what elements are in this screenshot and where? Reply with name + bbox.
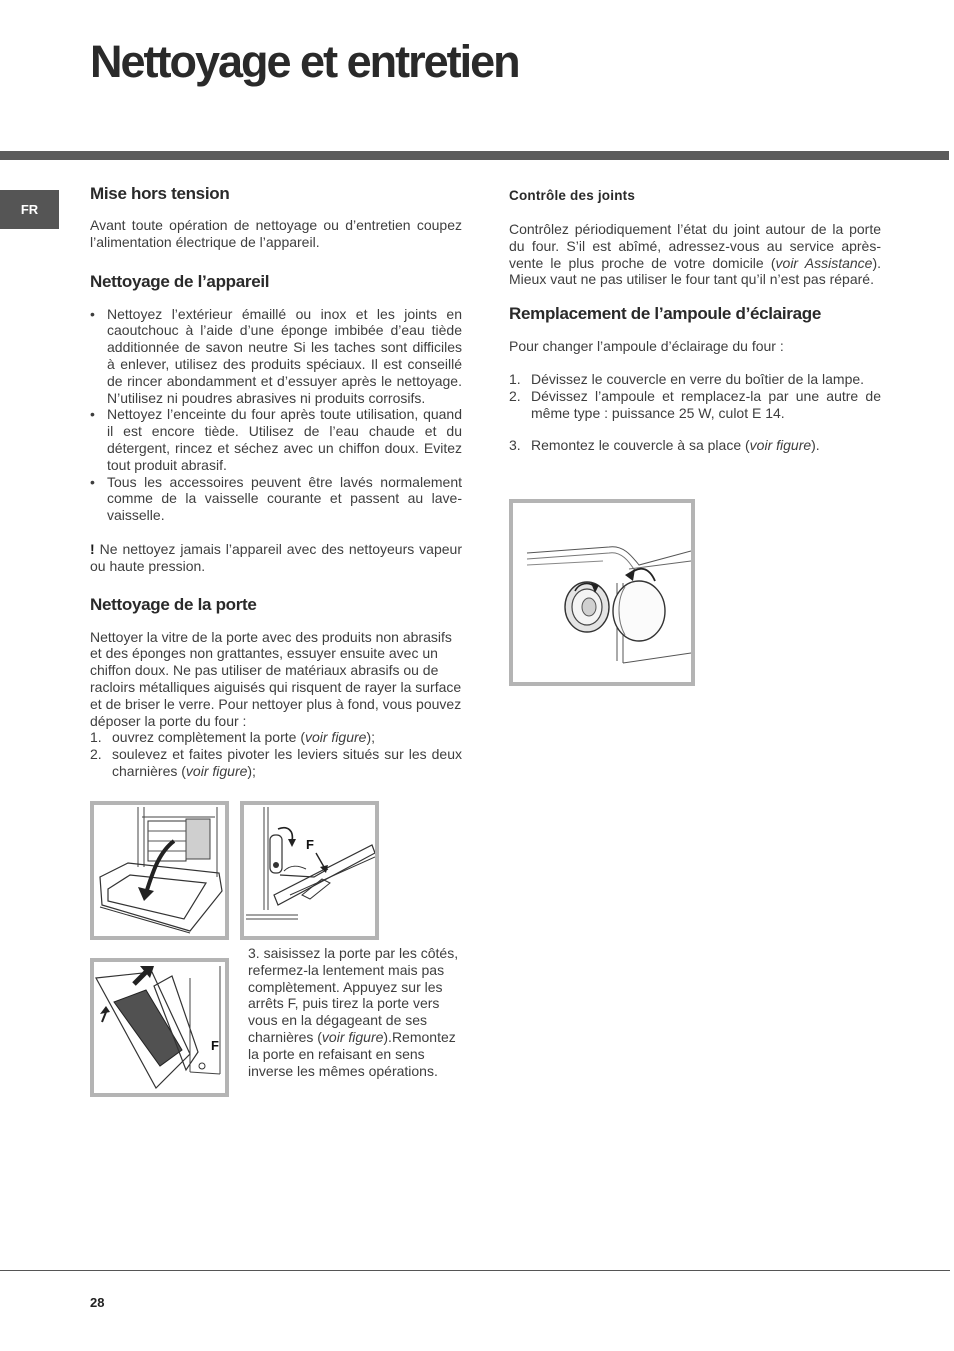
step-number: 2.	[509, 387, 521, 404]
stop-label-f: F	[211, 1038, 219, 1053]
heading-nettoyage-porte: Nettoyage de la porte	[90, 594, 257, 614]
figure-open-door	[90, 801, 229, 940]
step-text: ouvrez complètement la porte (	[112, 729, 305, 746]
figure-door-removal	[90, 958, 229, 1097]
paragraph-text-end: ). Mieux vaut ne pas utiliser le four tant qu’il n’est pas réparé.	[509, 254, 881, 288]
step-number: 3.	[509, 437, 521, 454]
list-item	[90, 729, 462, 746]
bulb-steps-list	[509, 371, 881, 454]
door-step-3	[248, 945, 462, 1079]
paragraph-text: Contrôlez périodiquement l’état du joint autour de la porte du four. S’il est abîmé, adressez-vous au service après-vente le plus proche de votre domicile (	[509, 221, 881, 271]
warning-mark: !	[90, 540, 95, 557]
step-text: soulevez et faites pivoter les leviers situés sur les deux charnières (	[112, 746, 462, 779]
heading-remplacement-ampoule: Remplacement de l’ampoule d’éclairage	[509, 304, 822, 324]
hinge-lever-illustration	[244, 805, 375, 936]
list-item: • Tous les accessoires peuvent être lavés normalement comme de la vaisselle courante et passent au lave-vaisselle.	[90, 474, 462, 524]
list-item: • Nettoyez l’enceinte du four après toute utilisation, quand il est encore tiède. Utilisez de l’eau chaude et du détergent, rincez et séchez avec un chiffon doux. Evitez tout produit abrasif.	[90, 406, 462, 473]
step-number: 1.	[90, 729, 102, 746]
step-text-end: ).	[811, 437, 820, 454]
oven-lamp-illustration	[513, 503, 691, 682]
paragraph-controle-joints	[509, 221, 881, 288]
page-number: 28	[90, 1295, 105, 1310]
paragraph-ampoule-intro: Pour changer l’ampoule d’éclairage du four :	[509, 338, 784, 355]
paragraph-door-intro: Nettoyer la vitre de la porte avec des produits non abrasifs et des éponges non grattantes, essuyer ensuite avec un chiffon doux. Ne pas utiliser de matériaux abrasifs ou de racloirs métalliques aiguisés qui risquent de rayer la surface et de briser le verre. Pour nettoyer plus à fond, vous pouvez déposer la porte du four :	[90, 628, 462, 729]
figure-reference: voir figure	[749, 437, 812, 454]
step-text-end: );	[247, 762, 256, 779]
figure-reference: voir figure	[321, 1028, 384, 1045]
list-item	[509, 388, 881, 422]
page-title: Nettoyage et entretien	[90, 36, 519, 87]
language-tab: FR	[0, 190, 59, 229]
figure-reference: voir figure	[185, 762, 248, 779]
step-text: 3. saisissez la porte par les côtés, refermez-la lentement mais pas complètement. Appuyez sur les arrêts F, puis tirez la porte vers vous en la dégageant de ses charnières (	[248, 945, 459, 1045]
step-text: Dévissez le couvercle en verre du boîtier de la lampe.	[531, 370, 865, 387]
step-text-end: ).Remontez la porte en refaisant en sens inverse les mêmes opérations.	[248, 1028, 456, 1079]
figure-hinge-lever	[240, 801, 379, 940]
door-removal-illustration	[94, 962, 225, 1093]
list-item: • Nettoyez l’extérieur émaillé ou inox et les joints en caoutchouc à l’aide d’une éponge imbibée d’eau tiède additionnée de savon neutre Si les taches sont difficiles à enlever, utilisez des produits spéciaux. Il est conseillé de rincer abondamment et d’essuyer après le nettoyage. N’utilisez ni poudres abrasives ni produits corrosifs.	[90, 306, 462, 407]
right-column	[509, 184, 881, 454]
left-column	[90, 184, 462, 780]
step-text: Dévissez l’ampoule et remplacez-la par une autre de même type : puissance 25 W, culot E 14.	[531, 387, 881, 421]
stop-label-f: F	[306, 837, 314, 852]
heading-nettoyage-appareil: Nettoyage de l’appareil	[90, 271, 270, 291]
paragraph-mise-hors-tension: Avant toute opération de nettoyage ou d’entretien coupez l’alimentation électrique de l’appareil.	[90, 217, 462, 250]
step-text: Remontez le couvercle à sa place (	[531, 437, 750, 454]
figure-oven-lamp	[509, 499, 695, 686]
step-number: 1.	[509, 370, 521, 387]
list-item	[90, 746, 462, 780]
heading-controle-joints: Contrôle des joints	[509, 188, 636, 203]
open-door-illustration	[94, 805, 225, 936]
figure-reference: voir figure	[304, 729, 367, 746]
list-item	[509, 371, 881, 388]
assistance-reference: voir Assistance	[775, 254, 873, 271]
cleaning-bullet-list	[90, 306, 462, 524]
list-item	[509, 437, 881, 454]
door-steps-list	[90, 729, 462, 779]
step-number: 2.	[90, 746, 102, 763]
header-rule	[0, 151, 949, 160]
warning-text: Ne nettoyez jamais l’appareil avec des nettoyeurs vapeur ou haute pression.	[90, 540, 462, 574]
heading-mise-hors-tension: Mise hors tension	[90, 184, 230, 203]
warning-paragraph	[90, 541, 462, 575]
step-text-end: );	[366, 729, 376, 746]
footer-rule	[0, 1270, 950, 1271]
